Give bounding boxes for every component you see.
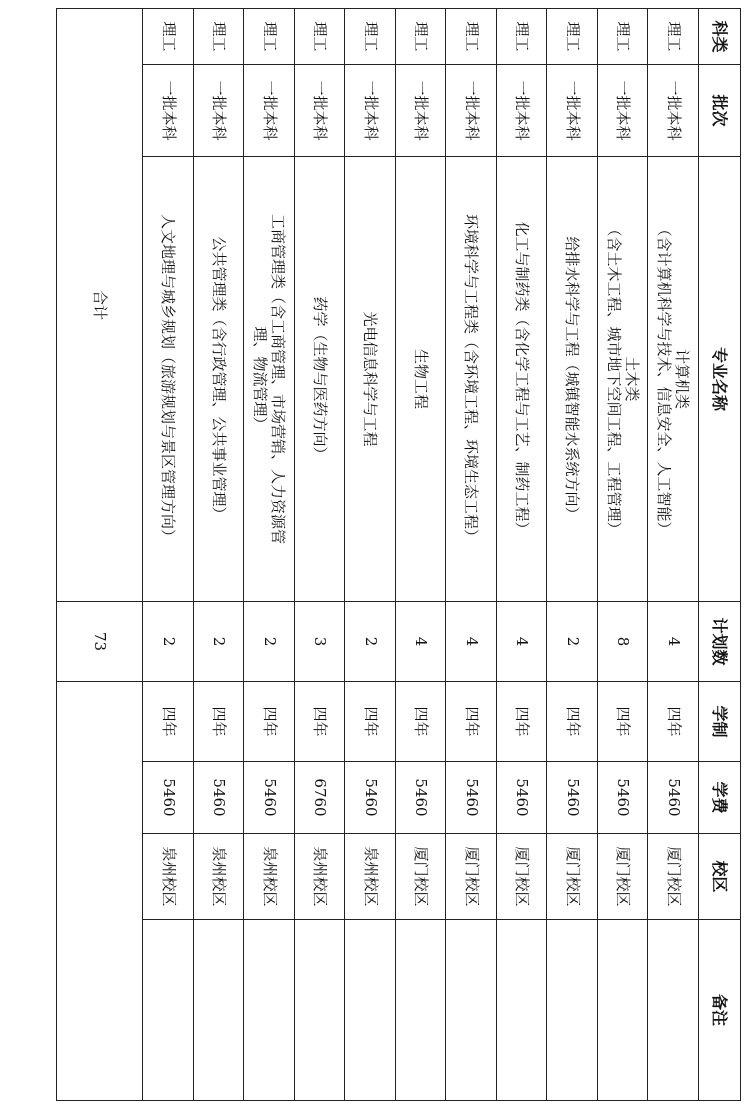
cell-campus: 泉州校区 xyxy=(295,834,346,920)
cell-major xyxy=(345,157,396,602)
table-row xyxy=(194,9,245,1101)
cell-fee: 5460 xyxy=(497,762,548,834)
cell-notes xyxy=(194,920,245,1101)
cell-notes xyxy=(598,920,649,1101)
cell-notes xyxy=(446,920,497,1101)
major-line: （含计算机科学与技术、信息安全、人工智能） xyxy=(655,221,674,537)
header-row xyxy=(699,9,741,1101)
cell-plan: 8 xyxy=(598,602,649,682)
cell-category: 理工 xyxy=(244,9,295,65)
cell-batch: 一批本科 xyxy=(497,65,548,157)
cell-notes xyxy=(547,920,598,1101)
major-line: 土木类 xyxy=(622,356,641,402)
total-row xyxy=(57,9,143,1101)
cell-category: 理工 xyxy=(598,9,649,65)
cell-category: 理工 xyxy=(396,9,447,65)
cell-notes xyxy=(143,920,194,1101)
major-line: 公共管理类（含行政管理、公共事业管理） xyxy=(209,236,228,522)
cell-category: 理工 xyxy=(194,9,245,65)
cell-campus: 泉州校区 xyxy=(143,834,194,920)
cell-fee: 5460 xyxy=(598,762,649,834)
header-notes: 备注 xyxy=(699,920,741,1101)
major-line: 环境科学与工程类（含环境工程、环境生态工程） xyxy=(462,213,481,544)
table-row xyxy=(244,9,295,1101)
cell-category: 理工 xyxy=(345,9,396,65)
cell-years: 四年 xyxy=(244,682,295,762)
cell-batch: 一批本科 xyxy=(547,65,598,157)
cell-notes xyxy=(244,920,295,1101)
cell-plan: 2 xyxy=(547,602,598,682)
cell-fee: 5460 xyxy=(648,762,699,834)
table-row xyxy=(295,9,346,1101)
major-line: 化工与制药类（含化学工程与工艺、制药工程） xyxy=(512,221,531,537)
major-line: 给排水科学与工程（城镇智能水系统方向） xyxy=(563,236,582,522)
cell-major xyxy=(143,157,194,602)
cell-plan: 4 xyxy=(648,602,699,682)
cell-category: 理工 xyxy=(446,9,497,65)
cell-batch: 一批本科 xyxy=(396,65,447,157)
cell-major xyxy=(598,157,649,602)
header-campus: 校区 xyxy=(699,834,741,920)
cell-fee: 6760 xyxy=(295,762,346,834)
cell-fee: 5460 xyxy=(446,762,497,834)
header-category: 科类 xyxy=(699,9,741,65)
cell-years: 四年 xyxy=(547,682,598,762)
admission-plan-table xyxy=(57,8,742,1101)
cell-major xyxy=(648,157,699,602)
cell-batch: 一批本科 xyxy=(295,65,346,157)
cell-campus: 厦门校区 xyxy=(396,834,447,920)
major-line: 理、物流管理） xyxy=(251,326,270,432)
cell-major xyxy=(295,157,346,602)
cell-major xyxy=(446,157,497,602)
cell-campus: 厦门校区 xyxy=(648,834,699,920)
cell-campus: 厦门校区 xyxy=(598,834,649,920)
cell-notes xyxy=(497,920,548,1101)
major-line: 药学（生物与医药方向） xyxy=(310,296,329,462)
major-line: 人文地理与城乡规划（旅游规划与景区管理方向） xyxy=(159,213,178,544)
table-row xyxy=(497,9,548,1101)
total-plan: 73 xyxy=(57,602,143,682)
cell-major xyxy=(547,157,598,602)
cell-major xyxy=(244,157,295,602)
cell-fee: 5460 xyxy=(547,762,598,834)
table-row xyxy=(598,9,649,1101)
table-row xyxy=(396,9,447,1101)
header-years: 学制 xyxy=(699,682,741,762)
cell-years: 四年 xyxy=(194,682,245,762)
cell-years: 四年 xyxy=(295,682,346,762)
cell-category: 理工 xyxy=(547,9,598,65)
cell-years: 四年 xyxy=(497,682,548,762)
cell-notes xyxy=(648,920,699,1101)
major-line: （含土木工程、城市地下空间工程、工程管理） xyxy=(604,221,623,537)
cell-batch: 一批本科 xyxy=(194,65,245,157)
cell-years: 四年 xyxy=(648,682,699,762)
cell-years: 四年 xyxy=(143,682,194,762)
major-line: 生物工程 xyxy=(411,348,430,409)
cell-years: 四年 xyxy=(446,682,497,762)
cell-years: 四年 xyxy=(598,682,649,762)
cell-plan: 4 xyxy=(497,602,548,682)
header-fee: 学费 xyxy=(699,762,741,834)
cell-plan: 2 xyxy=(345,602,396,682)
cell-batch: 一批本科 xyxy=(648,65,699,157)
cell-fee: 5460 xyxy=(194,762,245,834)
cell-plan: 3 xyxy=(295,602,346,682)
cell-years: 四年 xyxy=(396,682,447,762)
major-line: 工商管理类（含工商管理、市场营销、人力资源管 xyxy=(269,213,288,544)
cell-years: 四年 xyxy=(345,682,396,762)
cell-campus: 厦门校区 xyxy=(547,834,598,920)
total-label: 合计 xyxy=(57,9,143,602)
total-empty xyxy=(57,682,143,1101)
header-plan: 计划数 xyxy=(699,602,741,682)
cell-major xyxy=(497,157,548,602)
cell-plan: 4 xyxy=(446,602,497,682)
table-row xyxy=(446,9,497,1101)
cell-category: 理工 xyxy=(497,9,548,65)
cell-major xyxy=(396,157,447,602)
cell-batch: 一批本科 xyxy=(143,65,194,157)
cell-category: 理工 xyxy=(648,9,699,65)
cell-campus: 泉州校区 xyxy=(345,834,396,920)
cell-category: 理工 xyxy=(143,9,194,65)
header-major: 专业名称 xyxy=(699,157,741,602)
cell-campus: 泉州校区 xyxy=(244,834,295,920)
cell-notes xyxy=(295,920,346,1101)
cell-category: 理工 xyxy=(295,9,346,65)
cell-batch: 一批本科 xyxy=(345,65,396,157)
table-row xyxy=(648,9,699,1101)
cell-plan: 2 xyxy=(194,602,245,682)
cell-major xyxy=(194,157,245,602)
cell-notes xyxy=(345,920,396,1101)
cell-fee: 5460 xyxy=(143,762,194,834)
major-line: 计算机类 xyxy=(673,348,692,409)
major-line: 光电信息科学与工程 xyxy=(361,311,380,447)
table-row xyxy=(547,9,598,1101)
cell-fee: 5460 xyxy=(345,762,396,834)
cell-batch: 一批本科 xyxy=(598,65,649,157)
cell-plan: 2 xyxy=(143,602,194,682)
cell-plan: 2 xyxy=(244,602,295,682)
cell-batch: 一批本科 xyxy=(244,65,295,157)
cell-campus: 厦门校区 xyxy=(446,834,497,920)
cell-fee: 5460 xyxy=(396,762,447,834)
cell-notes xyxy=(396,920,447,1101)
cell-fee: 5460 xyxy=(244,762,295,834)
cell-plan: 4 xyxy=(396,602,447,682)
cell-campus: 厦门校区 xyxy=(497,834,548,920)
table-row xyxy=(143,9,194,1101)
header-batch: 批次 xyxy=(699,65,741,157)
table-row xyxy=(345,9,396,1101)
cell-batch: 一批本科 xyxy=(446,65,497,157)
cell-campus: 泉州校区 xyxy=(194,834,245,920)
